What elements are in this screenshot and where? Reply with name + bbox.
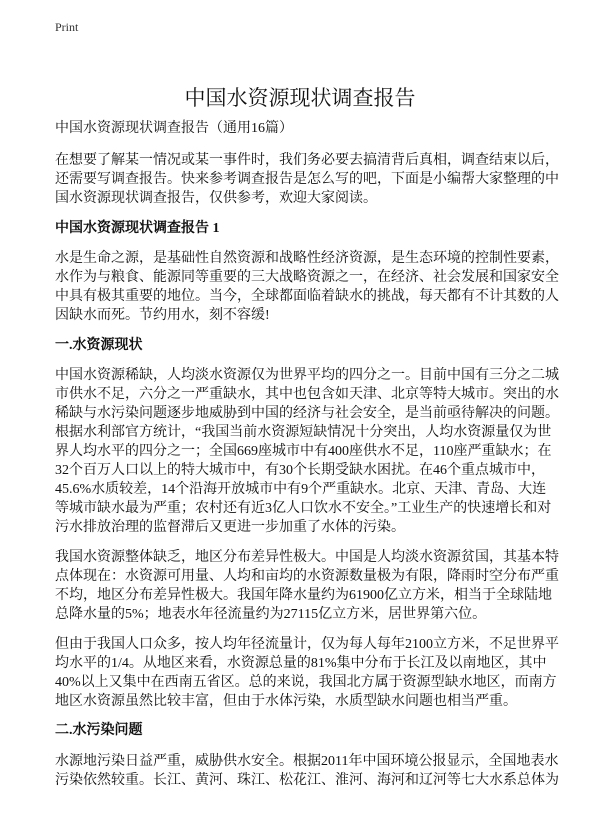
paragraph-5 — [55, 752, 559, 790]
text-line: 不均，地区分布差异性极大。我国年降水量约为61900亿立方米，相当于全球陆地 — [55, 588, 552, 603]
text-line: 市供水不足，六分之一严重缺水，其中也包含如天津、北京等特大城市。突出的水 — [55, 387, 559, 402]
paragraph-3 — [55, 548, 559, 624]
text-line: 32个百万人口以上的特大城市中，有30个长期受缺水困扰。在46个重点城市中， — [55, 463, 545, 478]
text-line: 中国水资源稀缺，人均淡水资源仅为世界平均的四分之一。目前中国有三分之二城 — [55, 368, 559, 383]
text-line: 污染依然较重。长江、黄河、珠江、松花江、淮河、海河和辽河等七大水系总体为 — [55, 773, 559, 788]
text-line: 但由于我国人口众多，按人均年径流量计，仅为每人每年2100立方米，不足世界平 — [55, 637, 559, 652]
print-link[interactable]: Print — [55, 20, 79, 34]
heading-water-status: 一.水资源现状 — [55, 338, 143, 353]
text-line: 40%以上又集中在西南五省区。总的来说，我国北方属于资源型缺水地区，而南方 — [55, 675, 557, 690]
text-line: 总降水量的5%；地表水年径流量约为27115亿立方米，居世界第六位。 — [55, 607, 487, 622]
text-line: 水是生命之源，是基础性自然资源和战略性经济资源，是生态环境的控制性要素， — [55, 251, 559, 266]
intro-paragraph — [55, 151, 559, 208]
heading-water-pollution: 二.水污染问题 — [55, 723, 143, 738]
paragraph-4 — [55, 635, 559, 711]
text-line: 国水资源现状调查报告，仅供参考，欢迎大家阅读。 — [55, 191, 377, 206]
text-line: 中具有极其重要的地位。当今，全球都面临着缺水的挑战，每天都有不计其数的人 — [55, 289, 559, 304]
text-line: 点体现在：水资源可用量、人均和亩均的水资源数量极为有限，降雨时空分布严重 — [55, 569, 559, 584]
text-line: 我国水资源整体缺乏，地区分布差异性极大。中国是人均淡水资源贫国，其基本特 — [55, 550, 559, 565]
paragraph-1 — [55, 249, 559, 325]
paragraph-2 — [55, 366, 559, 537]
text-line: 还需要写调查报告。快来参考调查报告是怎么写的吧，下面是小编帮大家整理的中 — [55, 172, 559, 187]
subtitle: 中国水资源现状调查报告（通用16篇） — [55, 121, 293, 136]
text-line: 污水排放治理的监督滞后又更进一步加重了水体的污染。 — [55, 520, 405, 535]
text-line: 在想要了解某一情况或某一事件时，我们务必要去搞清背后真相，调查结束以后， — [55, 153, 559, 168]
text-line: 稀缺与水污染问题逐步地威胁到中国的经济与社会安全，是当前亟待解决的问题。 — [55, 406, 559, 421]
text-line: 界人均水平的四分之一；全国669座城市中有400座供水不足，110座严重缺水；在 — [55, 444, 552, 459]
section-title: 中国水资源现状调查报告 1 — [55, 221, 220, 236]
text-line: 水作为与粮食、能源同等重要的三大战略资源之一，在经济、社会发展和国家安全 — [55, 270, 559, 285]
text-line: 因缺水而死。节约用水，刻不容缓! — [55, 308, 270, 323]
text-line: 水源地污染日益严重，威胁供水安全。根据2011年中国环境公报显示，全国地表水 — [55, 754, 559, 769]
text-line: 45.6%水质较差，14个沿海开放城市中有9个严重缺水。北京、天津、青岛、大连 — [55, 482, 547, 497]
text-line: 等城市缺水最为严重；农村还有近3亿人口饮水不安全。”工业生产的快速增长和对 — [55, 501, 552, 516]
text-line: 地区水资源虽然比较丰富，但由于水体污染，水质型缺水问题也相当严重。 — [55, 694, 517, 709]
text-line: 均水平的1/4。从地区来看，水资源总量的81%集中分布于长江及以南地区，其中 — [55, 656, 547, 671]
text-line: 根据水利部官方统计，“我国当前水资源短缺情况十分突出，人均水资源量仅为世 — [55, 425, 552, 440]
page-title: 中国水资源现状调查报告 — [184, 86, 416, 110]
